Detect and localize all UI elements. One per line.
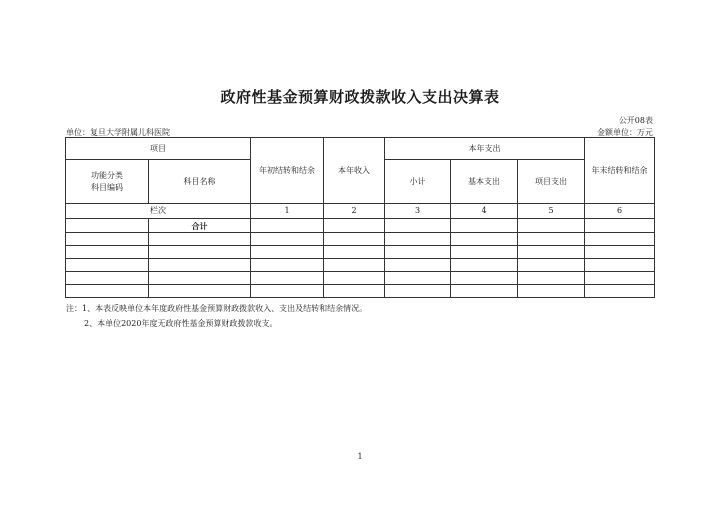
header-basic-expense: 基本支出: [451, 160, 518, 204]
table-cell: [251, 272, 324, 285]
index-col-4: 4: [451, 204, 518, 219]
index-col-3: 3: [385, 204, 451, 219]
index-row: [66, 204, 655, 219]
total-code-cell: [66, 219, 149, 233]
header-begin-balance: 年初结转和结余: [251, 138, 324, 204]
table-cell: [385, 233, 451, 246]
table-cell: [585, 285, 655, 298]
table-cell: [66, 285, 149, 298]
index-col-1: 1: [251, 204, 324, 219]
table-row: [66, 246, 655, 259]
table-row: [66, 233, 655, 246]
table-cell: [585, 246, 655, 259]
form-code: 公开08表: [618, 116, 653, 125]
header-current-income: 本年收入: [324, 138, 385, 204]
table-cell: [66, 233, 149, 246]
table-cell: [585, 259, 655, 272]
header-subtotal: 小计: [385, 160, 451, 204]
table-cell: [451, 246, 518, 259]
table-cell: [149, 233, 251, 246]
table-cell: [451, 285, 518, 298]
unit-label: 单位：复旦大学附属儿科医院: [66, 128, 170, 137]
table-row: [66, 285, 655, 298]
table-cell: [66, 246, 149, 259]
table-cell: [518, 272, 585, 285]
index-col-6: 6: [585, 204, 655, 219]
header-project: 项目: [66, 138, 251, 160]
table-cell: [385, 272, 451, 285]
table-cell: [585, 272, 655, 285]
table-cell: [585, 233, 655, 246]
page-number: 1: [357, 452, 363, 461]
table-cell: [518, 233, 585, 246]
table-cell: [324, 259, 385, 272]
table-cell: [251, 233, 324, 246]
table-cell: [149, 259, 251, 272]
total-cell: [324, 219, 385, 233]
header-subject-name: 科目名称: [149, 160, 251, 204]
table-cell: [518, 246, 585, 259]
total-cell: [251, 219, 324, 233]
header-func-code-line2: 科目编码: [91, 182, 123, 192]
table-cell: [149, 272, 251, 285]
table-cell: [251, 246, 324, 259]
budget-table: [65, 137, 655, 298]
header-func-code: [66, 160, 149, 204]
header-row-1: [66, 138, 655, 160]
header-current-expense: 本年支出: [385, 138, 585, 160]
table-cell: [66, 259, 149, 272]
total-label: 合计: [149, 219, 251, 233]
table-cell: [385, 285, 451, 298]
total-cell: [385, 219, 451, 233]
index-col-5: 5: [518, 204, 585, 219]
table-row: [66, 259, 655, 272]
index-label: 栏次: [66, 204, 251, 219]
table-cell: [149, 285, 251, 298]
table-cell: [518, 285, 585, 298]
table-cell: [451, 233, 518, 246]
table-cell: [451, 272, 518, 285]
table-cell: [324, 272, 385, 285]
total-cell: [585, 219, 655, 233]
table-cell: [66, 272, 149, 285]
table-cell: [251, 285, 324, 298]
note-2: 2、本单位2020年度无政府性基金预算财政拨款收支。: [84, 319, 278, 328]
table-cell: [451, 259, 518, 272]
table-cell: [324, 233, 385, 246]
table-cell: [324, 246, 385, 259]
table-cell: [251, 259, 324, 272]
notes: [66, 301, 367, 331]
table-cell: [518, 259, 585, 272]
page-title: 政府性基金预算财政拨款收入支出决算表: [220, 88, 500, 106]
amount-unit-label: 金额单位：万元: [597, 128, 653, 137]
table-cell: [385, 246, 451, 259]
header-func-code-line1: 功能分类: [91, 170, 123, 180]
header-end-balance: 年末结转和结余: [585, 138, 655, 204]
total-cell: [451, 219, 518, 233]
note-1: 注：1、本表反映单位本年度政府性基金预算财政拨款收入、支出及结转和结余情况。: [66, 304, 368, 313]
table-cell: [149, 246, 251, 259]
table-cell: [385, 259, 451, 272]
total-cell: [518, 219, 585, 233]
header-project-expense: 项目支出: [518, 160, 585, 204]
table-row: [66, 272, 655, 285]
total-row: [66, 219, 655, 233]
table-cell: [324, 285, 385, 298]
index-col-2: 2: [324, 204, 385, 219]
